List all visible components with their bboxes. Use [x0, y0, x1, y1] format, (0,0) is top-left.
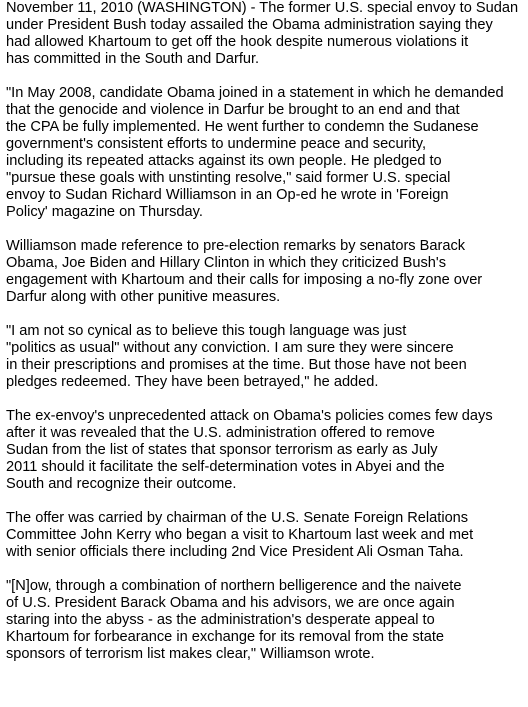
paragraph-3 [6, 238, 524, 306]
text-line: after it was revealed that the U.S. administration offered to remove [6, 425, 435, 441]
text-line: has committed in the South and Darfur. [6, 51, 260, 67]
text-line: Williamson made reference to pre-election remarks by senators Barack [6, 238, 466, 254]
text-line: with senior officials there including 2nd Vice President Ali Osman Taha. [6, 544, 464, 560]
text-line: of U.S. President Barack Obama and his advisors, we are once again [6, 595, 455, 611]
text-line: 2011 should it facilitate the self-determination votes in Abyei and the [6, 459, 445, 475]
text-line: Sudan from the list of states that sponsor terrorism as early as July [6, 442, 438, 458]
text-line: engagement with Khartoum and their calls for imposing a no-fly zone over [6, 272, 483, 288]
text-line: sponsors of terrorism list makes clear," Williamson wrote. [6, 646, 375, 662]
text-line: that the genocide and violence in Darfur be brought to an end and that [6, 102, 460, 118]
paragraph-2 [6, 85, 524, 221]
text-line: The offer was carried by chairman of the U.S. Senate Foreign Relations [6, 510, 469, 526]
text-line: the CPA be fully implemented. He went further to condemn the Sudanese [6, 119, 479, 135]
text-line: in their prescriptions and promises at the time. But those have not been [6, 357, 467, 373]
text-line: "politics as usual" without any conviction. I am sure they were sincere [6, 340, 454, 356]
text-line: staring into the abyss - as the administration's desperate appeal to [6, 612, 435, 628]
text-line: pledges redeemed. They have been betrayed," he added. [6, 374, 379, 390]
text-line: "pursue these goals with unstinting resolve," said former U.S. special [6, 170, 451, 186]
text-line: had allowed Khartoum to get off the hook despite numerous violations it [6, 34, 469, 50]
paragraph-7 [6, 578, 524, 663]
text-line: Obama, Joe Biden and Hillary Clinton in which they criticized Bush's [6, 255, 446, 271]
text-line: government's consistent efforts to undermine peace and security, [6, 136, 427, 152]
text-line: Khartoum for forbearance in exchange for its removal from the state [6, 629, 445, 645]
paragraph-5 [6, 408, 524, 493]
text-line: under President Bush today assailed the Obama administration saying they [6, 17, 493, 33]
text-line: Darfur along with other punitive measures. [6, 289, 281, 305]
text-line: Policy' magazine on Thursday. [6, 204, 203, 220]
text-line: "[N]ow, through a combination of northern belligerence and the naivete [6, 578, 462, 594]
text-line: including its repeated attacks against its own people. He pledged to [6, 153, 442, 169]
paragraph-6 [6, 510, 524, 561]
text-line: The ex-envoy's unprecedented attack on Obama's policies comes few days [6, 408, 493, 424]
text-line: South and recognize their outcome. [6, 476, 237, 492]
paragraph-1 [6, 0, 524, 68]
text-line: Committee John Kerry who began a visit to Khartoum last week and met [6, 527, 474, 543]
paragraph-4 [6, 323, 524, 391]
text-line: November 11, 2010 (WASHINGTON) - The former U.S. special envoy to Sudan [6, 0, 519, 16]
text-line: "I am not so cynical as to believe this tough language was just [6, 323, 407, 339]
text-line: "In May 2008, candidate Obama joined in a statement in which he demanded [6, 85, 504, 101]
text-line: envoy to Sudan Richard Williamson in an Op-ed he wrote in 'Foreign [6, 187, 449, 203]
